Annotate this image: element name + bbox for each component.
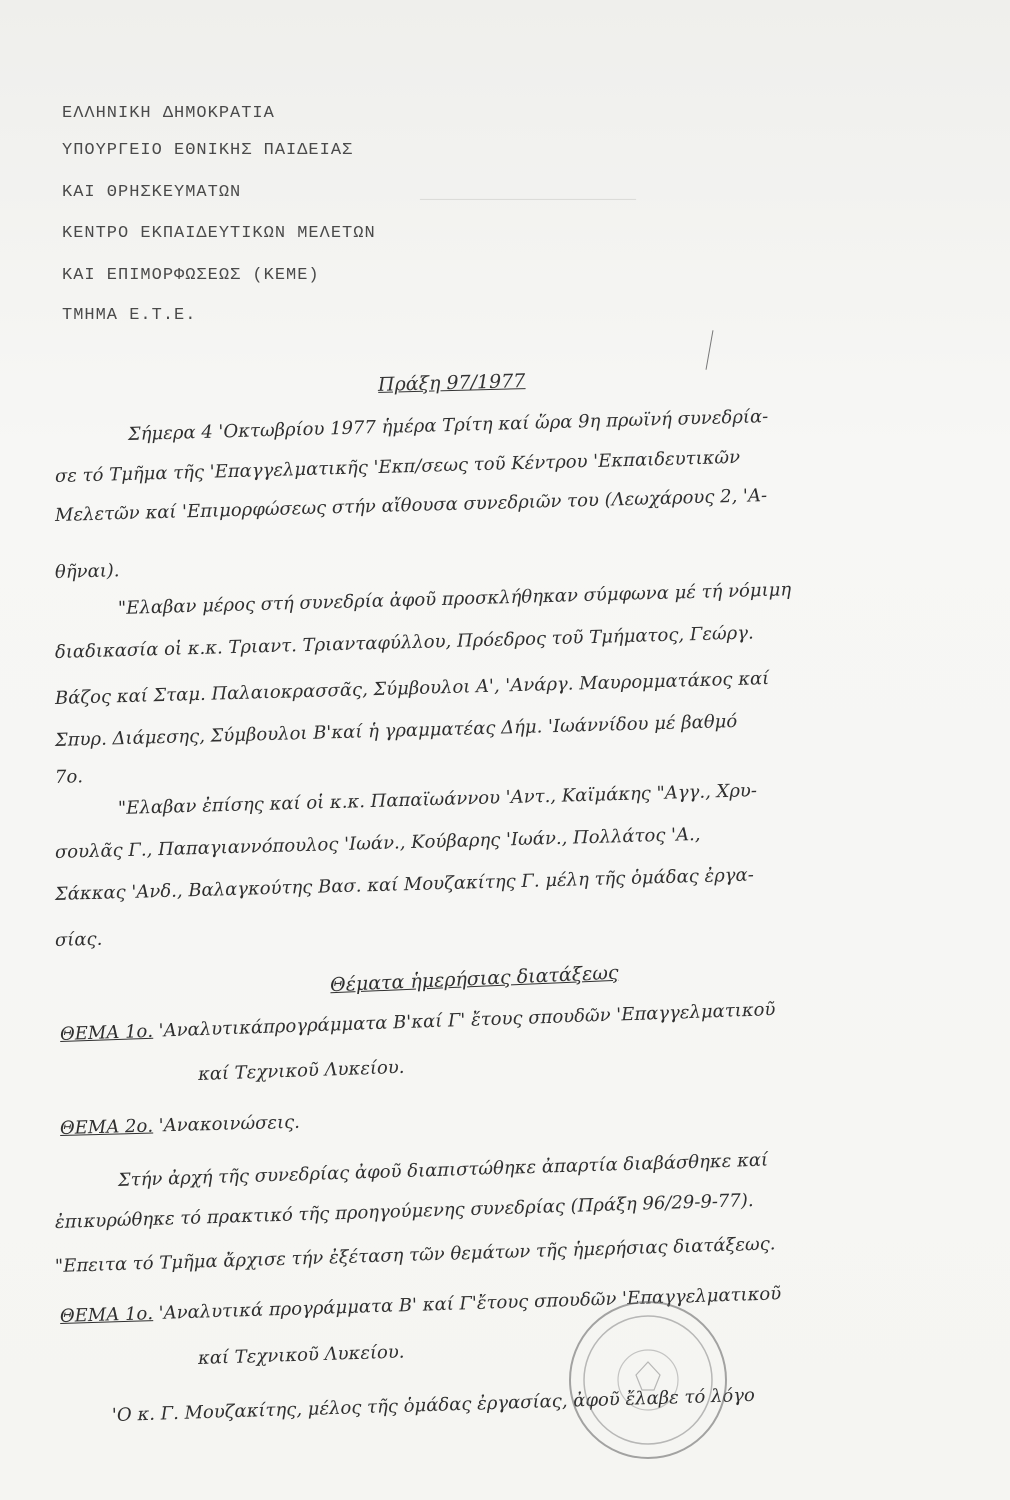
agenda-item — [60, 999, 776, 1045]
official-stamp — [548, 1280, 748, 1480]
theme-text: 'Αναλυτικά προγράμματα Β' καί Γ'ἔτους σπουδῶν 'Επαγγελματικοῦ — [158, 1283, 782, 1324]
header-line: ΚΕΝΤΡΟ ΕΚΠΑΙΔΕΥΤΙΚΩΝ ΜΕΛΕΤΩΝ — [62, 224, 376, 243]
header-line: ΕΛΛΗΝΙΚΗ ΔΗΜΟΚΡΑΤΙΑ — [62, 104, 275, 123]
text-line: "Ελαβαν ἐπίσης καί οἱ κ.κ. Παπαϊωάννου 'Αντ., Καϊμάκης "Αγγ., Χρυ- — [117, 780, 758, 819]
header-line: ΥΠΟΥΡΓΕΙΟ ΕΘΝΙΚΗΣ ΠΑΙΔΕΙΑΣ — [62, 141, 354, 160]
text-line: Στήν ἀρχή τῆς συνεδρίας ἀφοῦ διαπιστώθηκε ἀπαρτία διαβάσθηκε καί — [117, 1149, 769, 1191]
text-line: σε τό Τμῆμα τῆς 'Επαγγελματικῆς 'Εκπ/σεως τοῦ Κέντρου 'Εκπαιδευτικῶν — [54, 446, 741, 487]
header-line: ΚΑΙ ΘΡΗΣΚΕΥΜΑΤΩΝ — [62, 183, 242, 202]
text-line: 7ο. — [54, 766, 84, 788]
text-line: σουλᾶς Γ., Παπαγιαννόπουλος 'Ιωάν., Κούβαρης 'Ιωάν., Πολλάτος 'Α., — [54, 823, 701, 863]
text-line: "Επειτα τό Τμῆμα ἄρχισε τήν ἐξέταση τῶν θεμάτων τῆς ἡμερήσιας διατάξεως. — [54, 1233, 776, 1277]
text-line: θῆναι). — [54, 560, 120, 583]
document-title: Πράξη 97/1977 — [377, 370, 526, 396]
text-line: Σπυρ. Διάμεσης, Σύμβουλοι Β'καί ἡ γραμματέας Δήμ. 'Ιωάννίδου μέ βαθμό — [54, 710, 738, 751]
agenda-item-text: 'Αναλυτικάπρογράμματα Β'καί Γ' ἔτους σπουδῶν 'Επαγγελματικοῦ — [158, 999, 776, 1042]
text-line: ἐπικυρώθηκε τό πρακτικό τῆς προηγούμενης συνεδρίας (Πράξη 96/29-9-77). — [54, 1190, 754, 1233]
text-line: Σάκκας 'Ανδ., Βαλαγκούτης Βασ. καί Μουζακίτης Γ. μέλη τῆς ὁμάδας ἐργα- — [54, 864, 755, 905]
header-line: ΤΜΗΜΑ Ε.Τ.Ε. — [62, 306, 197, 325]
text-line: διαδικασία οἱ κ.κ. Τριαντ. Τριανταφύλλου, Πρόεδρος τοῦ Τμήματος, Γεώργ. — [54, 622, 754, 663]
text-line: Μελετῶν καί 'Επιμορφώσεως στήν αἴθουσα συνεδριῶν του (Λεωχάρους 2, 'Α- — [54, 485, 768, 526]
pen-mark — [706, 330, 714, 370]
agenda-title: Θέματα ἡμερήσιας διατάξεως — [329, 961, 619, 997]
header-line: ΚΑΙ ΕΠΙΜΟΡΦΩΣΕΩΣ (ΚΕΜΕ) — [62, 266, 320, 285]
text-line: Σήμερα 4 'Οκτωβρίου 1977 ἡμέρα Τρίτη καί ὥρα 9η πρωϊνή συνεδρία- — [127, 406, 769, 445]
agenda-item-label: ΘΕΜΑ 2ο. — [59, 1115, 154, 1139]
theme-label: ΘΕΜΑ 1ο. — [59, 1303, 154, 1327]
text-line: "Ελαβαν μέρος στή συνεδρία ἀφοῦ προσκλήθηκαν σύμφωνα μέ τή νόμιμη — [117, 579, 792, 619]
theme-text-cont: καί Τεχνικοῦ Λυκείου. — [197, 1341, 405, 1369]
agenda-item — [60, 1112, 300, 1139]
agenda-item-text: 'Ανακοινώσεις. — [158, 1111, 301, 1137]
text-line: Βάζος καί Σταμ. Παλαιοκρασσᾶς, Σύμβουλοι Α', 'Ανάργ. Μαυρομματάκος καί — [54, 668, 770, 709]
bleed-through: ──────────────────────── — [420, 192, 637, 209]
agenda-item-label: ΘΕΜΑ 1ο. — [59, 1020, 154, 1045]
text-line: 'Ο κ. Γ. Μουζακίτης, μέλος τῆς ὁμάδας ἐργασίας, ἀφοῦ ἔλαβε τό λόγο — [111, 1384, 756, 1426]
text-line: σίας. — [54, 928, 103, 951]
agenda-item-cont: καί Τεχνικοῦ Λυκείου. — [197, 1056, 405, 1085]
